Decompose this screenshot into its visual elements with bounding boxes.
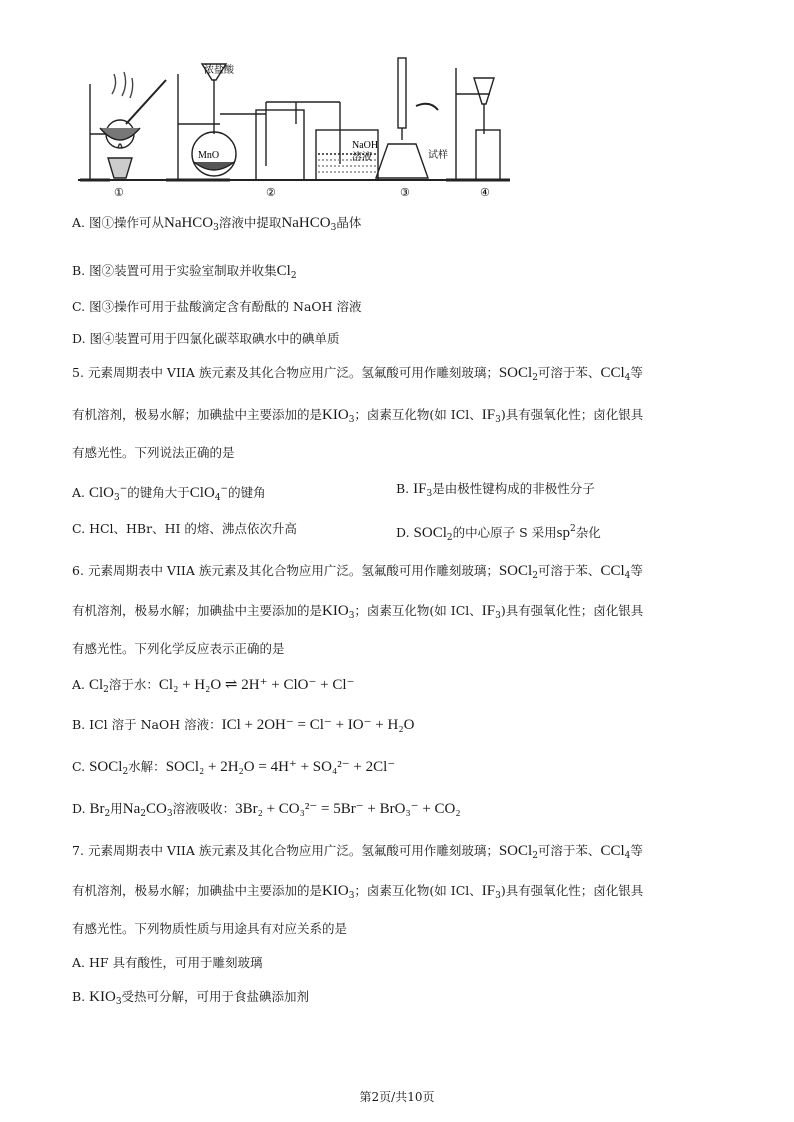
q5-option-a: A. ClO$_3$−的键角大于ClO$_4$−的键角 <box>72 484 266 503</box>
q7-stem-line1: 7. 元素周期表中 VIIA 族元素及其化合物应用广泛。氢氟酸可用作雕刻玻璃；SOCl$_2$可溶于苯、CCl$_4$等 <box>72 843 643 861</box>
q6-stem-line2: 有机溶剂，极易水解；加碘盐中主要添加的是$KIO_3$；卤素互化物(如 ICl、$IF_3$)具有强氧化性；卤化银具 <box>72 603 644 621</box>
q5-stem-line2: 有机溶剂，极易水解；加碘盐中主要添加的是$KIO_3$；卤素互化物(如 ICl、$IF_3$)具有强氧化性；卤化银具 <box>72 407 644 425</box>
apparatus-4-separatory-funnel <box>446 68 510 180</box>
q5-option-b: B. $IF_3$是由极性键构成的非极性分子 <box>396 481 595 499</box>
apparatus-2-number: ② <box>266 186 276 199</box>
q4-option-a: A. 图①操作可从NaHCO$_3$溶液中提取NaHCO$_3$晶体 <box>72 215 362 233</box>
q7-stem-line2: 有机溶剂，极易水解；加碘盐中主要添加的是$KIO_3$；卤素互化物(如 ICl、$IF_3$)具有强氧化性；卤化银具 <box>72 883 644 901</box>
label-naoh: NaOH <box>352 140 379 151</box>
q4-option-b: B. 图②装置可用于实验室制取并收集$Cl_2$ <box>72 263 297 281</box>
q6-option-b: B. ICl 溶于 NaOH 溶液：ICl + 2OH⁻ = Cl⁻ + IO⁻ + H₂O <box>72 717 415 733</box>
q5-option-d: D. SOCl$_2$的中心原子 S 采用$sp^2$杂化 <box>396 524 601 543</box>
apparatus-figure <box>70 54 530 204</box>
q5-stem-line3: 有感光性。下列说法正确的是 <box>72 445 235 460</box>
apparatus-1-number: ① <box>114 186 124 199</box>
q4-option-c: C. 图③操作可用于盐酸滴定含有酚酞的 NaOH 溶液 <box>72 299 362 314</box>
q6-option-c: C. SOCl$_2$水解：SOCl₂ + 2H₂O = 4H⁺ + SO₄²⁻ + 2Cl⁻ <box>72 759 396 777</box>
apparatus-drawing <box>70 54 530 204</box>
apparatus-3-number: ③ <box>400 186 410 199</box>
label-mno2: MnO <box>198 150 220 161</box>
q5-option-c: C. HCl、HBr、HI 的熔、沸点依次升高 <box>72 521 297 536</box>
q6-stem-line3: 有感光性。下列化学反应表示正确的是 <box>72 641 285 656</box>
apparatus-4-number: ④ <box>480 186 490 199</box>
q7-option-b: B. $KIO_3$受热可分解，可用于食盐碘添加剂 <box>72 989 310 1007</box>
apparatus-1-evaporation <box>80 72 166 180</box>
q6-option-d: D. $Br_2$用$Na_2CO_3$溶液吸收：3Br₂ + CO₃²⁻ = 5Br⁻ + BrO₃⁻ + CO₂ <box>72 801 461 819</box>
q6-option-a: A. $Cl_2$溶于水：Cl₂ + H₂O ⇌ 2H⁺ + ClO⁻ + Cl⁻ <box>72 677 355 695</box>
page-number: 第2页/共10页 <box>359 1090 435 1104</box>
apparatus-2-chlorine-generator <box>166 64 378 180</box>
q5-stem-line1: 5. 元素周期表中 VIIA 族元素及其化合物应用广泛。氢氟酸可用作雕刻玻璃；SOCl$_2$可溶于苯、CCl$_4$等 <box>72 365 643 383</box>
q6-stem-line1: 6. 元素周期表中 VIIA 族元素及其化合物应用广泛。氢氟酸可用作雕刻玻璃；SOCl$_2$可溶于苯、CCl$_4$等 <box>72 563 643 581</box>
label-naoh-solution: 溶液 <box>352 152 372 163</box>
q7-option-a: A. HF 具有酸性，可用于雕刻玻璃 <box>72 955 263 970</box>
q7-stem-line3: 有感光性。下列物质性质与用途具有对应关系的是 <box>72 921 348 936</box>
label-conc-hcl: 浓盐酸 <box>204 65 234 76</box>
label-reagent: 试样 <box>428 150 448 161</box>
q4-option-d: D. 图④装置可用于四氯化碳萃取碘水中的碘单质 <box>72 331 340 346</box>
